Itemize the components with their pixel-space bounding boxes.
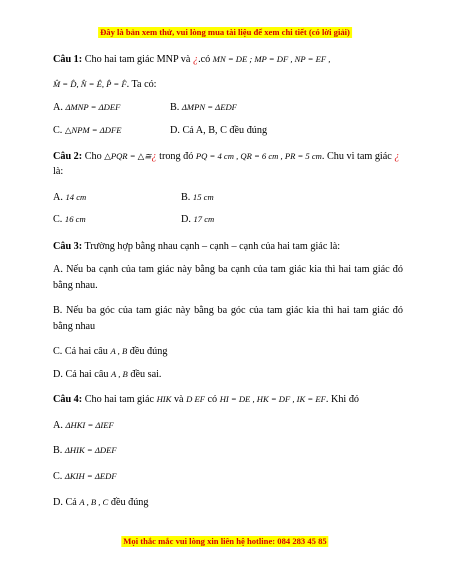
q2-option-a-label: A. xyxy=(53,192,63,203)
question-4 xyxy=(53,393,403,406)
question-4-tri-2: D EF xyxy=(186,394,205,404)
q4-option-d xyxy=(53,496,403,509)
question-1-options-row-1 xyxy=(53,101,403,114)
hotline-notice-banner: Mọi thắc mắc vui lòng xin liên hệ hotline: 084 283 45 85 xyxy=(123,536,327,546)
question-1-odd-char: ¿ xyxy=(192,54,199,65)
q2-option-d-label: D. xyxy=(181,214,191,225)
q4-option-d-math: A , B , C xyxy=(79,497,109,507)
preview-notice-banner: Đây là bản xem thử, vui lòng mua tài liệu để xem chi tiết (có lời giải) xyxy=(100,27,350,37)
question-4-text-a: Cho hai tam giác xyxy=(84,394,155,405)
question-1-angles: M̂ = D̂, N̂ = Ê, P̂ = F̂ xyxy=(53,79,127,89)
q3-option-b: B. Nếu ba góc của tam giác này bằng ba góc của tam giác kia thì hai tam giác đó bằng nhau xyxy=(53,305,403,332)
q3-option-d-math: A , B xyxy=(111,369,128,379)
q4-option-c-label: C. xyxy=(53,471,63,482)
question-2-condition: PQ = 4 cm , QR = 6 cm , PR = 5 cm xyxy=(195,151,322,161)
q1-option-c-text: △NPM = ΔDFE xyxy=(64,125,122,135)
question-1-options-row-2 xyxy=(53,124,403,137)
question-1-text: Cho hai tam giác MNP và xyxy=(84,54,191,65)
q1-option-c-label: C. xyxy=(53,125,63,136)
q4-option-a-label: A. xyxy=(53,420,63,431)
question-3-label: Câu 3: xyxy=(53,241,83,252)
q1-option-b xyxy=(170,101,237,114)
question-1-label: Câu 1: xyxy=(53,54,83,65)
question-4-condition: HI = DE , HK = DF , IK = EF xyxy=(219,394,326,404)
q3-option-c-post: đều đúng xyxy=(129,346,168,357)
question-2 xyxy=(53,150,403,163)
q2-option-c-label: C. xyxy=(53,214,63,225)
question-3-text: Trường hợp bằng nhau cạnh – cạnh – cạnh của hai tam giác là: xyxy=(84,241,341,252)
question-2-label: Câu 2: xyxy=(53,151,83,162)
q1-option-b-label: B. xyxy=(170,102,180,113)
q4-option-d-text: D. Cả xyxy=(53,497,77,508)
q1-option-d-text: Cả A, B, C đều đúng xyxy=(182,125,268,136)
question-2-line-2 xyxy=(53,165,403,178)
question-4-text-c: có xyxy=(207,394,218,405)
q2-option-b-text: 15 cm xyxy=(192,192,214,202)
q3-option-d-text: D. Cả hai câu xyxy=(53,369,109,380)
q4-option-a-text: ΔHKI = ΔIEF xyxy=(65,420,114,430)
q1-option-a-label: A. xyxy=(53,102,63,113)
question-4-text-b: và xyxy=(173,394,184,405)
q1-option-d xyxy=(170,124,267,137)
q4-option-b-label: B. xyxy=(53,445,63,456)
q4-option-c xyxy=(53,470,403,483)
question-3 xyxy=(53,240,403,253)
question-1-angles-line xyxy=(53,78,403,91)
q3-option-d-post: đều sai. xyxy=(130,369,162,380)
question-2-text-a: Cho xyxy=(84,151,102,162)
q4-option-b xyxy=(53,444,403,457)
q3-option-a: A. Nếu ba cạnh của tam giác này bằng ba cạnh của tam giác kia thì hai tam giác đó bằng nhau. xyxy=(53,264,403,291)
q1-option-a-text: ΔMNP = ΔDEF xyxy=(65,102,121,112)
q3-option-c-math: A , B xyxy=(110,346,128,356)
q4-option-d-post: đều đúng xyxy=(110,497,149,508)
q2-option-b-label: B. xyxy=(181,192,191,203)
question-1 xyxy=(53,53,403,66)
question-2-odd-char: ¿ xyxy=(151,151,157,162)
question-2-expr: △PQR = △≅ xyxy=(104,151,152,161)
q1-option-b-text: ΔMPN = ΔEDF xyxy=(181,102,237,112)
question-4-text-d: . Khi đó xyxy=(325,394,359,405)
q2-option-c-text: 16 cm xyxy=(64,214,86,224)
question-2-text-b: trong đó xyxy=(159,151,194,162)
question-2-text-c: . Chu vi tam giác xyxy=(321,151,392,162)
q3-option-c-text: C. Cả hai câu xyxy=(53,346,108,357)
q4-option-a xyxy=(53,419,403,432)
question-1-ta-co: . Ta có: xyxy=(126,79,157,90)
question-1-text-b: .có xyxy=(198,54,211,65)
q2-option-d xyxy=(181,213,214,226)
question-2-odd-char-2: ¿ xyxy=(394,151,400,162)
question-2-options-row-2 xyxy=(53,213,403,226)
question-2-options-row-1 xyxy=(53,191,403,204)
q2-option-b xyxy=(181,191,214,204)
question-4-label: Câu 4: xyxy=(53,394,83,405)
q2-option-d-text: 17 cm xyxy=(193,214,215,224)
question-1-condition: MN = DE ; MP = DF , NP = EF , xyxy=(212,54,331,64)
q4-option-b-text: ΔHIK = ΔDEF xyxy=(64,445,117,455)
q1-option-d-label: D. xyxy=(170,125,180,136)
q4-option-c-text: ΔKIH = ΔEDF xyxy=(64,471,117,481)
q3-option-c xyxy=(53,345,403,358)
question-2-text-d: là: xyxy=(53,166,64,177)
question-4-tri-1: HIK xyxy=(156,394,172,404)
q2-option-a-text: 14 cm xyxy=(65,192,87,202)
q3-option-d xyxy=(53,368,403,381)
